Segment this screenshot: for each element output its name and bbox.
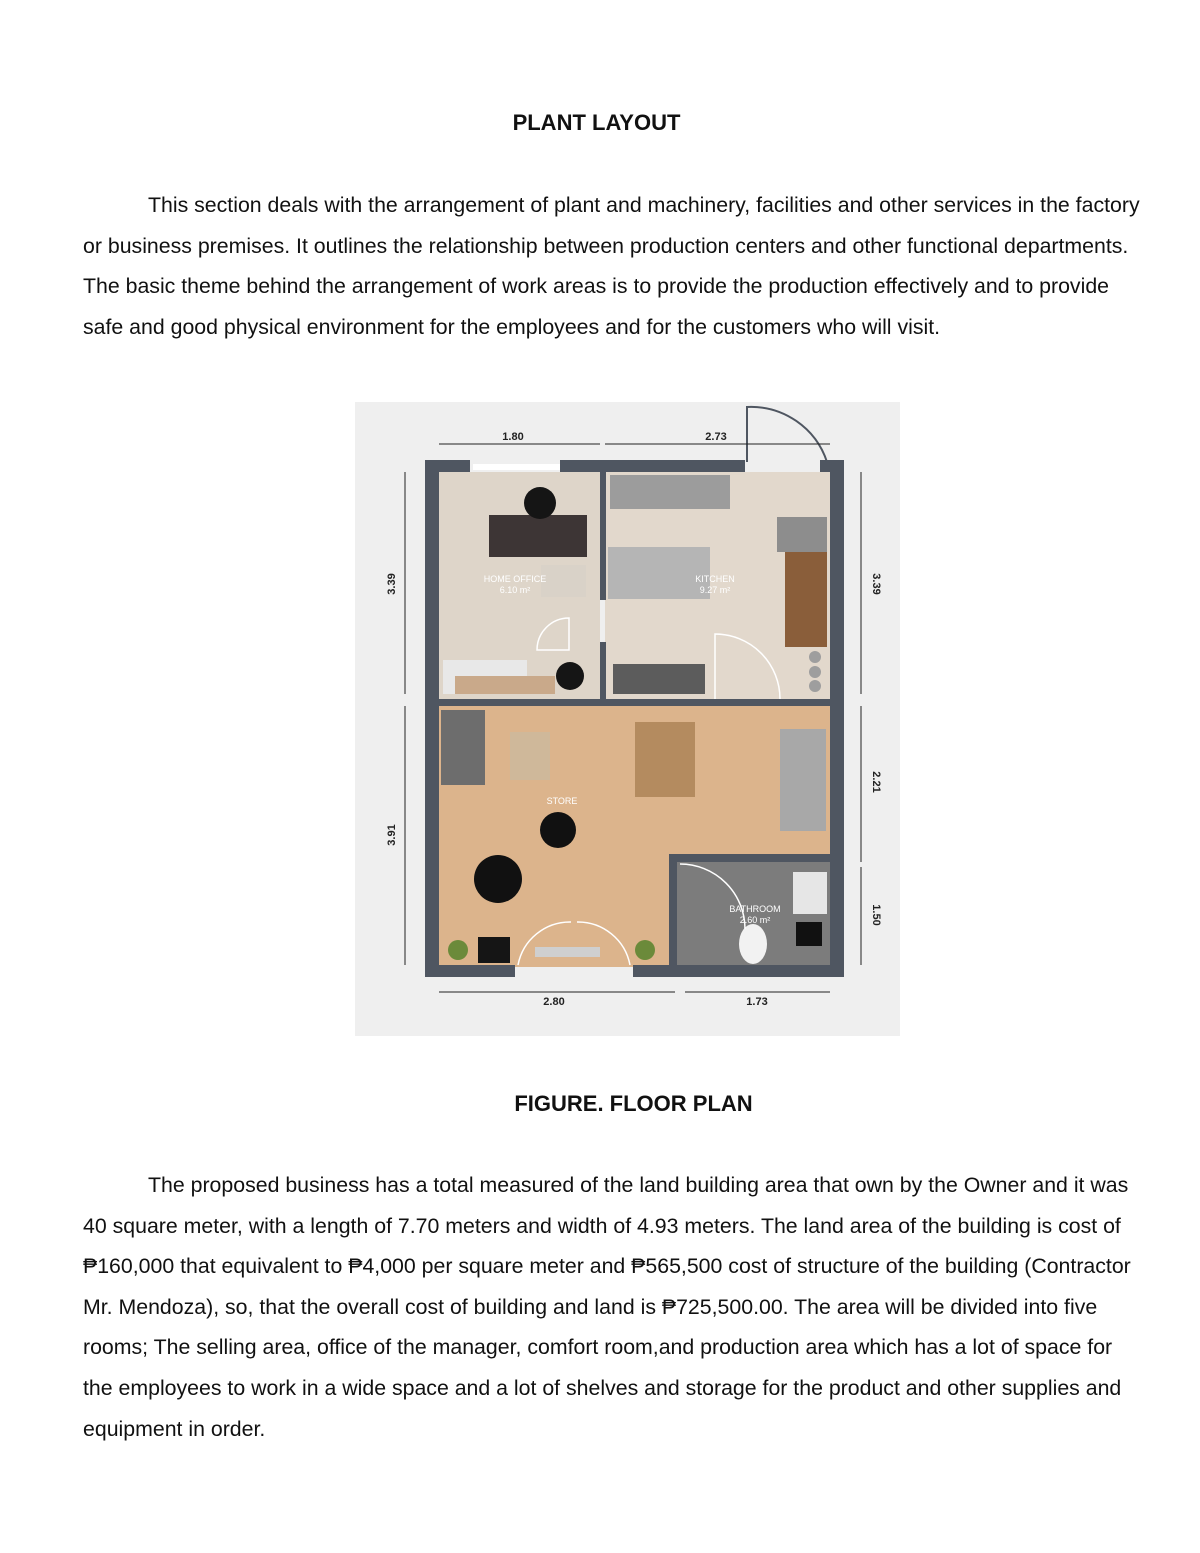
bathroom-toilet [739,924,767,964]
dim-right-middle: 2.21 [870,771,882,793]
kitchen-counter-top [610,475,730,509]
page-title: PLANT LAYOUT [512,110,681,135]
store-bench [535,947,600,957]
room-label-store: STORE [546,796,578,806]
room-label-office: HOME OFFICE [483,574,547,584]
intro-paragraph [83,185,1143,347]
store-counter [635,722,695,797]
kitchen-island [608,547,710,599]
room-label-kitchen: KITCHEN [695,574,735,584]
dim-right-upper: 3.39 [870,573,882,595]
description-text: The proposed business has a total measured of the land building area that own by the Owner and it was 40 square meter, with a length of 7.70 meters and width of 4.93 meters. The land area of the building is cost of ₱160,000 that equivalent to ₱4,000 per square meter and ₱565,500 cost of structure of the building (Contractor Mr. Mendoza), so, that the overall cost of building and land is ₱725,500.00. The area will be divided into five rooms; The selling area, office of the manager, comfort room,and production area which has a lot of space for the employees to work in a wide space and a lot of shelves and storage for the product and other supplies and equipment in order. [83,1173,1131,1441]
kitchen-stove [809,651,821,663]
dim-bottom-left: 2.80 [543,996,565,1008]
office-desk [489,515,587,557]
bathroom-sink [793,872,827,914]
dim-right-lower: 1.50 [870,904,882,926]
kitchen-counter-side [785,552,827,647]
intro-text: This section deals with the arrangement of plant and machinery, facilities and other services in the factory or business premises. It outlines the relationship between production centers and other functional departments. The basic theme behind the arrangement of work areas is to provide the production effectively and to provide safe and good physical environment for the employees and for the customers who will visit. [83,193,1140,339]
kitchen-fridge [777,517,827,552]
room-area-bathroom: 2.60 m² [739,915,771,925]
store-round-table [474,855,522,903]
store-round-table [540,812,576,848]
description-paragraph [83,1165,1143,1449]
floor-plan-figure [355,402,900,1036]
dim-top-right: 2.73 [705,431,727,443]
office-bench [455,676,555,694]
room-area-kitchen: 9.27 m² [699,585,731,595]
office-window [473,464,560,470]
office-ottoman [541,565,586,597]
plant-icon [448,940,468,960]
room-label-bathroom: BATHROOM [729,904,781,914]
dim-left-lower: 3.91 [386,824,398,846]
dim-top-left: 1.80 [502,431,524,443]
office-chair [524,487,556,519]
kitchen-cabinet [613,664,705,694]
kitchen-stove [809,666,821,678]
dim-bottom-right: 1.73 [746,996,768,1008]
office-chair-small [556,662,584,690]
room-area-office: 6.10 m² [499,585,531,595]
kitchen-stove [809,680,821,692]
dim-left-upper: 3.39 [386,573,398,595]
bathroom-bin [796,922,822,946]
store-display [780,729,826,831]
store-bin [478,937,510,963]
store-table [510,732,550,780]
plant-icon [635,940,655,960]
store-shelf [441,710,485,785]
figure-caption: FIGURE. FLOOR PLAN [514,1091,753,1116]
